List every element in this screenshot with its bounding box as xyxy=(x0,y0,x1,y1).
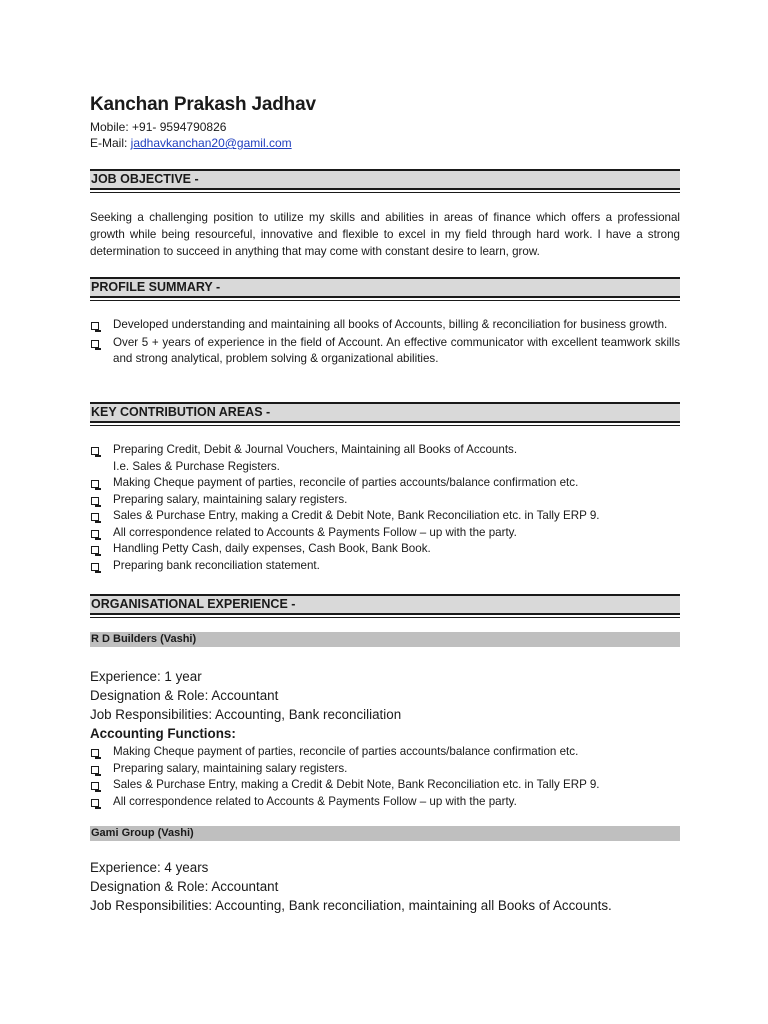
email-link[interactable]: jadhavkanchan20@gamil.com xyxy=(130,136,292,150)
checkbox-bullet-icon xyxy=(91,563,99,571)
responsibilities-line: Job Responsibilities: Accounting, Bank reconciliation, maintaining all Books of Accounts. xyxy=(90,898,612,913)
accounting-functions-list xyxy=(90,744,680,810)
checkbox-bullet-icon xyxy=(91,530,99,538)
key-contribution-list xyxy=(90,442,680,574)
list-item: Making Cheque payment of parties, reconcile of parties accounts/balance confirmation etc. xyxy=(90,475,680,492)
list-item-continuation: I.e. Sales & Purchase Registers. xyxy=(113,459,280,473)
section-heading-org-experience: ORGANISATIONAL EXPERIENCE - xyxy=(90,594,680,615)
section-heading-profile-summary: PROFILE SUMMARY - xyxy=(90,277,680,298)
designation-line: Designation & Role: Accountant xyxy=(90,879,279,894)
list-item: Handling Petty Cash, daily expenses, Cash Book, Bank Book. xyxy=(90,541,680,558)
company-bar-gami-group: Gami Group (Vashi) xyxy=(90,826,680,841)
experience-line: Experience: 4 years xyxy=(90,860,209,875)
checkbox-bullet-icon xyxy=(91,546,99,554)
checkbox-bullet-icon xyxy=(91,513,99,521)
company-bar-rd-builders: R D Builders (Vashi) xyxy=(90,632,680,647)
list-item: Developed understanding and maintaining all books of Accounts, billing & reconciliation for business growth. xyxy=(90,317,680,334)
checkbox-bullet-icon xyxy=(91,447,99,455)
list-item: Sales & Purchase Entry, making a Credit & Debit Note, Bank Reconciliation etc. in Tally ERP 9. xyxy=(90,777,680,794)
job-objective-text: Seeking a challenging position to utilize my skills and abilities in areas of finance which offers a professional growth while being resourceful, innovative and flexible to excel in my field through hard work. I have a strong determination to succeed in anything that may come with constant desire to learn, grow. xyxy=(90,211,680,258)
responsibilities-line: Job Responsibilities: Accounting, Bank reconciliation xyxy=(90,707,402,722)
list-item: Preparing Credit, Debit & Journal Vouchers, Maintaining all Books of Accounts. I.e. Sales & Purchase Registers. xyxy=(90,442,680,475)
section-heading-key-contribution: KEY CONTRIBUTION AREAS - xyxy=(90,402,680,423)
list-item: Preparing salary, maintaining salary registers. xyxy=(90,761,680,778)
list-item: All correspondence related to Accounts & Payments Follow – up with the party. xyxy=(90,794,680,811)
experience-line: Experience: 1 year xyxy=(90,669,202,684)
email-line xyxy=(90,136,292,150)
checkbox-bullet-icon xyxy=(91,322,99,330)
mobile-number: +91- 9594790826 xyxy=(132,120,227,134)
checkbox-bullet-icon xyxy=(91,766,99,774)
list-item: All correspondence related to Accounts & Payments Follow – up with the party. xyxy=(90,525,680,542)
section-heading-job-objective: JOB OBJECTIVE - xyxy=(90,169,680,190)
list-item: Preparing bank reconciliation statement. xyxy=(90,558,680,575)
mobile-label: Mobile: xyxy=(90,120,133,134)
accounting-functions-heading: Accounting Functions: xyxy=(90,726,236,741)
list-item: Preparing salary, maintaining salary registers. xyxy=(90,492,680,509)
checkbox-bullet-icon xyxy=(91,799,99,807)
email-label: E-Mail: xyxy=(90,136,131,150)
checkbox-bullet-icon xyxy=(91,480,99,488)
checkbox-bullet-icon xyxy=(91,749,99,757)
designation-line: Designation & Role: Accountant xyxy=(90,688,279,703)
mobile-line xyxy=(90,120,226,134)
profile-summary-list xyxy=(90,317,680,368)
list-item: Making Cheque payment of parties, reconcile of parties accounts/balance confirmation etc. xyxy=(90,744,680,761)
checkbox-bullet-icon xyxy=(91,782,99,790)
list-item: Sales & Purchase Entry, making a Credit & Debit Note, Bank Reconciliation etc. in Tally ERP 9. xyxy=(90,508,680,525)
list-item: Over 5 + years of experience in the field of Account. An effective communicator with excellent teamwork skills and strong analytical, problem solving & organizational abilities. xyxy=(90,335,680,368)
checkbox-bullet-icon xyxy=(91,497,99,505)
candidate-name: Kanchan Prakash Jadhav xyxy=(90,94,316,115)
checkbox-bullet-icon xyxy=(91,340,99,348)
